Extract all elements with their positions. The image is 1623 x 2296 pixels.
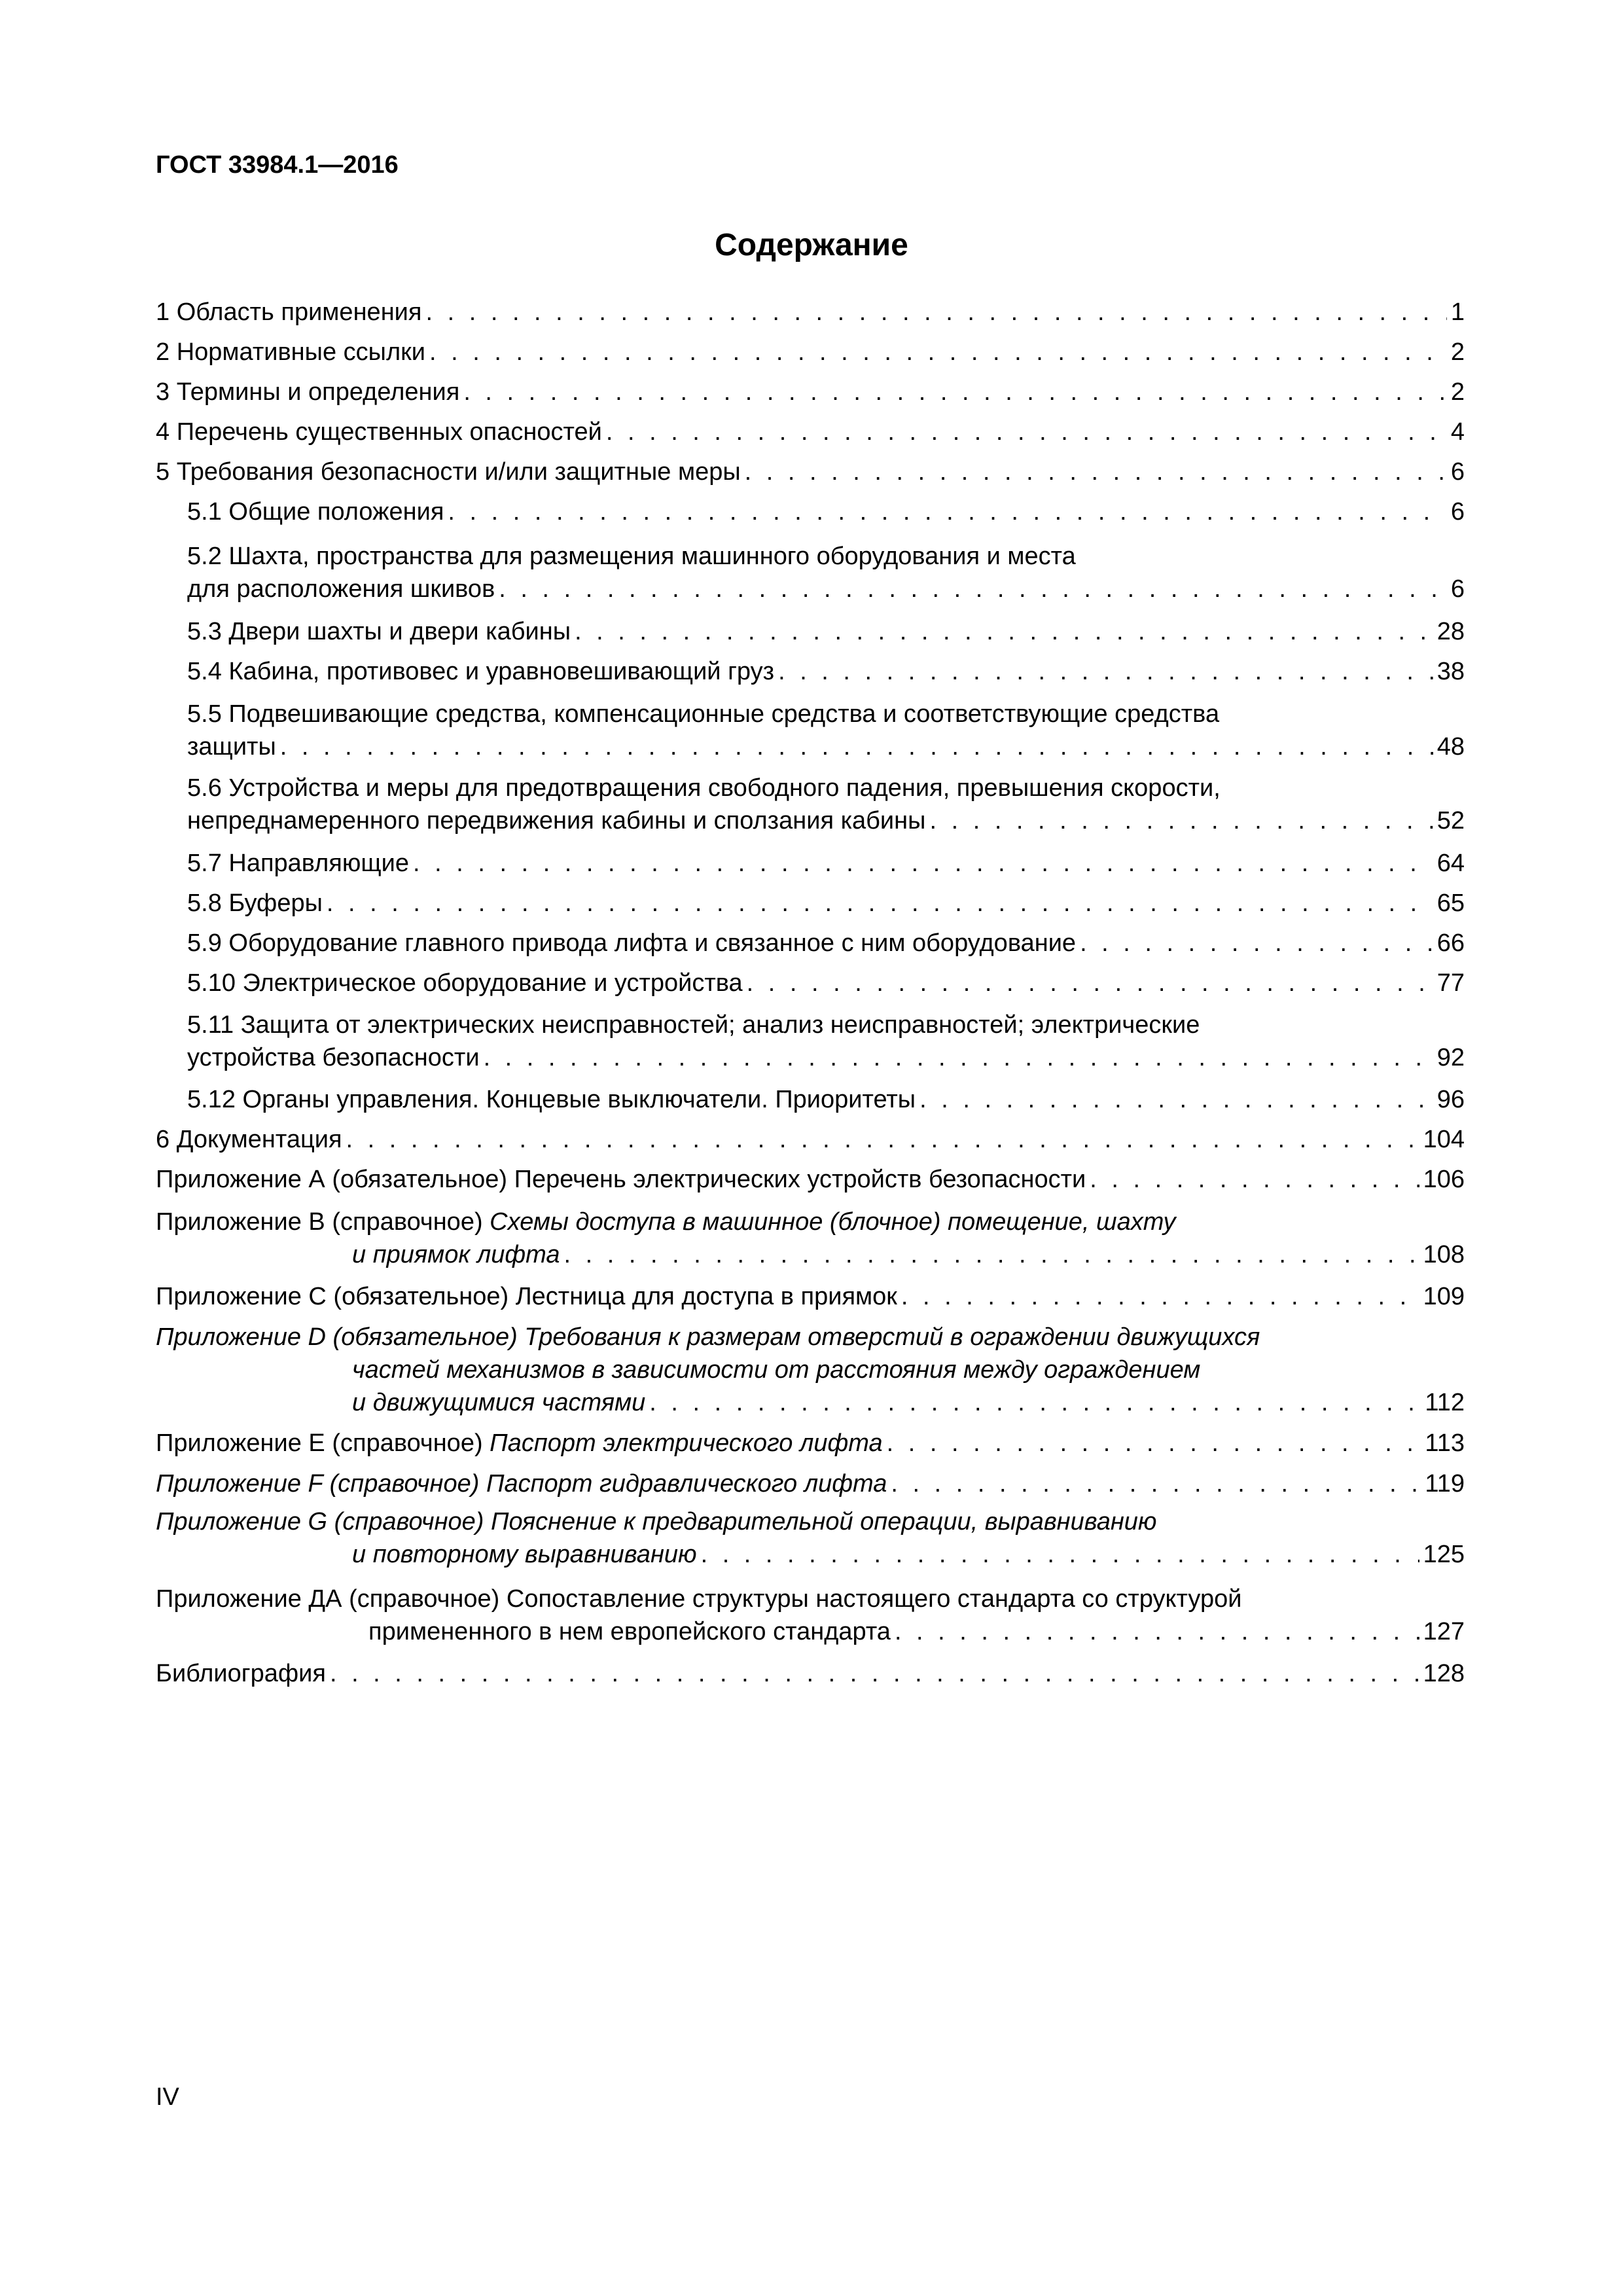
toc-entry-title-continued: и приямок лифта <box>352 1241 560 1268</box>
toc-entry[interactable] <box>156 927 1465 960</box>
toc-entry-title: 1 Область применения <box>156 298 422 326</box>
dot-leader <box>499 573 1447 605</box>
toc-entry-title: Приложение В (справочное) <box>156 1208 490 1236</box>
toc-entry[interactable] <box>156 1280 1465 1313</box>
toc-entry-title: 5.1 Общие положения <box>187 498 444 526</box>
dot-leader <box>425 296 1446 329</box>
toc-entry-title: 5.7 Направляющие <box>187 850 409 877</box>
toc-entry-title: 5.4 Кабина, противовес и уравновешивающий груз <box>187 658 775 685</box>
toc-entry-title-continued: непреднамеренного передвижения кабины и сползания кабины <box>187 807 926 834</box>
toc-entry-page: 92 <box>1436 1044 1465 1071</box>
toc-entry-title: 5.6 Устройства и меры для предотвращения свободного падения, превышения скорости, <box>187 774 1221 802</box>
toc-entry-page: 109 <box>1423 1283 1465 1310</box>
toc-entry-page: 104 <box>1423 1126 1465 1153</box>
toc-entry-page: 6 <box>1450 498 1465 526</box>
toc-entry-page: 2 <box>1450 338 1465 366</box>
toc-entry[interactable] <box>156 615 1465 648</box>
toc-entry-title: Приложение D (обязательное) Требования к размерам отверстий в ограждении движущихся <box>156 1323 1260 1351</box>
dot-leader <box>280 730 1433 763</box>
toc-entry[interactable] <box>156 772 1465 837</box>
toc-entry-page: 64 <box>1436 850 1465 877</box>
toc-entry-title-continued: примененного в нем европейского стандарта <box>368 1618 891 1645</box>
dot-leader <box>778 655 1433 688</box>
toc-entry-page: 125 <box>1423 1541 1465 1568</box>
toc-entry-title: Приложение F (справочное) Паспорт гидравлического лифта <box>156 1470 887 1498</box>
dot-leader <box>575 615 1433 648</box>
dot-leader <box>747 967 1433 999</box>
toc-entry-title: 5.11 Защита от электрических неисправностей; анализ неисправностей; электрические <box>187 1011 1200 1039</box>
toc-entry[interactable] <box>156 456 1465 488</box>
toc-entry[interactable] <box>156 1321 1465 1419</box>
dot-leader <box>901 1280 1419 1313</box>
toc-entry-title-continued: защиты <box>187 733 276 761</box>
dot-leader <box>929 804 1433 837</box>
toc-entry-page: 6 <box>1450 458 1465 486</box>
toc-entry[interactable] <box>156 1427 1465 1460</box>
toc-entry-page: 6 <box>1450 575 1465 603</box>
toc-entry-title: 5.2 Шахта, пространства для размещения машинного оборудования и места <box>187 543 1076 570</box>
toc-entry[interactable] <box>156 698 1465 763</box>
toc-entry-page: 52 <box>1436 807 1465 834</box>
toc-entry[interactable] <box>156 887 1465 920</box>
toc-entry-title: 4 Перечень существенных опасностей <box>156 418 602 446</box>
dot-leader <box>484 1041 1433 1074</box>
toc-entry[interactable] <box>156 336 1465 368</box>
toc-entry-page: 1 <box>1450 298 1465 326</box>
page-number: IV <box>156 2083 179 2111</box>
toc-entry-title: 5.8 Буферы <box>187 889 323 917</box>
toc-entry[interactable] <box>156 540 1465 605</box>
dot-leader <box>606 416 1447 448</box>
dot-leader <box>649 1386 1421 1419</box>
toc-entry[interactable] <box>156 1009 1465 1074</box>
toc-entry-title-continued: для расположения шкивов <box>187 575 495 603</box>
toc-entry-title-continued: устройства безопасности <box>187 1044 480 1071</box>
toc-entry[interactable] <box>156 1083 1465 1116</box>
toc-entry-page: 65 <box>1436 889 1465 917</box>
dot-leader <box>895 1615 1419 1648</box>
toc-entry-title: 6 Документация <box>156 1126 342 1153</box>
table-of-contents <box>156 0 1465 2296</box>
toc-entry-title: Библиография <box>156 1660 326 1687</box>
toc-entry[interactable] <box>156 296 1465 329</box>
toc-entry[interactable] <box>156 1206 1465 1271</box>
dot-leader <box>887 1427 1421 1460</box>
toc-entry-page: 96 <box>1436 1086 1465 1113</box>
toc-entry-title: 5.10 Электрическое оборудование и устройства <box>187 969 743 997</box>
dot-leader <box>463 376 1447 408</box>
dot-leader <box>429 336 1447 368</box>
toc-entry-title: Приложение Е (справочное) <box>156 1429 490 1457</box>
toc-entry-title: Приложение ДА (справочное) Сопоставление структуры настоящего стандарта со структурой <box>156 1585 1242 1613</box>
toc-entry-title: 2 Нормативные ссылки <box>156 338 425 366</box>
toc-entry-page: 106 <box>1423 1166 1465 1193</box>
toc-entry-page: 119 <box>1425 1470 1465 1498</box>
dot-leader <box>701 1538 1419 1571</box>
dot-leader <box>745 456 1447 488</box>
toc-entry[interactable] <box>156 1123 1465 1156</box>
toc-entry-title-italic: Паспорт электрического лифта <box>490 1429 883 1457</box>
toc-entry-title: 5.12 Органы управления. Концевые выключатели. Приоритеты <box>187 1086 916 1113</box>
page-title: Содержание <box>715 228 908 262</box>
dot-leader <box>330 1657 1419 1690</box>
dot-leader <box>327 887 1433 920</box>
toc-entry-page: 128 <box>1423 1660 1465 1687</box>
dot-leader <box>448 495 1446 528</box>
dot-leader <box>891 1467 1421 1500</box>
toc-entry-title: 3 Термины и определения <box>156 378 460 406</box>
dot-leader <box>564 1238 1419 1271</box>
toc-entry-page: 112 <box>1425 1389 1465 1416</box>
toc-entry-title: Приложение С (обязательное) Лестница для доступа в приямок <box>156 1283 897 1310</box>
toc-entry-page: 113 <box>1425 1429 1465 1457</box>
dot-leader <box>1080 927 1433 960</box>
document-code: ГОСТ 33984.1—2016 <box>156 151 399 179</box>
toc-entry-page: 66 <box>1436 929 1465 957</box>
toc-entry-page: 108 <box>1423 1241 1465 1268</box>
toc-entry-title-continued: и повторному выравниванию <box>352 1541 697 1568</box>
toc-entry[interactable] <box>156 416 1465 448</box>
toc-entry[interactable] <box>156 655 1465 688</box>
toc-entry-page: 2 <box>1450 378 1465 406</box>
toc-entry-page: 28 <box>1436 618 1465 645</box>
toc-entry-title: Приложение А (обязательное) Перечень электрических устройств безопасности <box>156 1166 1086 1193</box>
dot-leader <box>1090 1163 1419 1196</box>
toc-entry[interactable] <box>156 1657 1465 1690</box>
toc-entry[interactable] <box>156 967 1465 999</box>
toc-entry-title: 5 Требования безопасности и/или защитные меры <box>156 458 741 486</box>
dot-leader <box>346 1123 1419 1156</box>
toc-entry[interactable] <box>156 1583 1465 1648</box>
toc-entry-title-continued: частей механизмов в зависимости от расстояния между ограждением <box>352 1356 1201 1384</box>
toc-entry-title: Приложение G (справочное) Пояснение к предварительной операции, выравниванию <box>156 1508 1157 1535</box>
toc-entry[interactable] <box>156 376 1465 408</box>
toc-entry-title: 5.9 Оборудование главного привода лифта и связанное с ним оборудование <box>187 929 1077 957</box>
toc-entry-title: 5.3 Двери шахты и двери кабины <box>187 618 571 645</box>
toc-entry-title: 5.5 Подвешивающие средства, компенсационные средства и соответствующие средства <box>187 700 1220 728</box>
toc-entry-page: 4 <box>1450 418 1465 446</box>
toc-entry-page: 127 <box>1423 1618 1465 1645</box>
toc-entry[interactable] <box>156 495 1465 528</box>
toc-entry[interactable] <box>156 1467 1465 1500</box>
dot-leader <box>413 847 1433 880</box>
dot-leader <box>919 1083 1433 1116</box>
toc-entry-title-italic: Схемы доступа в машинное (блочное) помещение, шахту <box>490 1208 1176 1236</box>
toc-entry-title-continued: и движущимися частями <box>352 1389 646 1416</box>
toc-entry-page: 48 <box>1436 733 1465 761</box>
toc-entry[interactable] <box>156 847 1465 880</box>
toc-entry[interactable] <box>156 1505 1465 1571</box>
toc-entry[interactable] <box>156 1163 1465 1196</box>
toc-entry-page: 77 <box>1436 969 1465 997</box>
toc-entry-page: 38 <box>1436 658 1465 685</box>
